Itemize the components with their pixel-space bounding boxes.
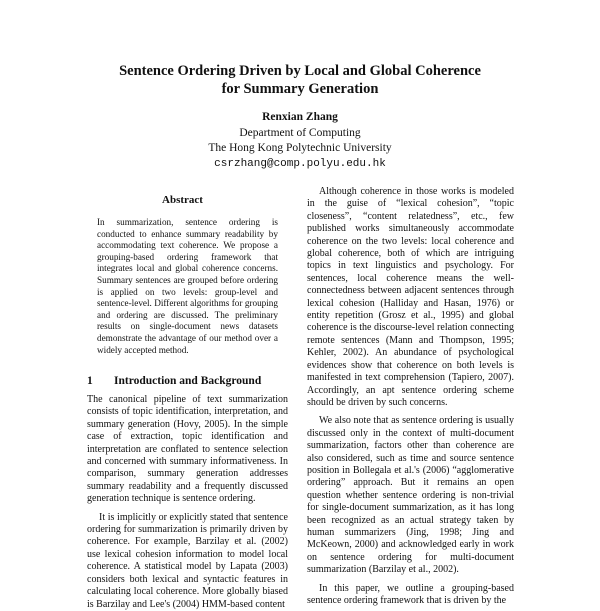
abstract-section: [87, 193, 278, 356]
section-title: Introduction and Background: [114, 375, 262, 387]
author-block: [0, 110, 600, 172]
author-department: Department of Computing: [239, 126, 361, 139]
section-number: 1: [87, 375, 93, 387]
right-paragraph-1: Although coherence in those works is modeled in the guise of “lexical cohesion”, “topic closeness”, “content relatedness”, etc., few published works simultaneously accommodate coherence on the two levels: local coherence and global coherence, both of which are intriguing topics in text linguistics and psychology. For sentences, local coherence means the well-connectedness between adjacent sentences through lexical cohesion (Halliday and Hasan, 1976) or entity repetition (Grosz et al., 1995) and global coherence is the discourse-level relation connecting remote sentences (Mann and Thompson, 1995; Kehler, 2002). An abundance of psychological evidences show that coherence on both levels is manifested in text comprehension (Tapiero, 2007). Accordingly, an apt sentence ordering scheme should be driven by such concerns.: [307, 186, 514, 408]
right-paragraph-2: We also note that as sentence ordering is usually discussed only in the context of multi-document summarization, factors other than coherence are also considered, such as time and source sentence position in Bollegala et al.'s (2006) “agglomerative ordering” approach. But it remains an open question whether sentence ordering is non-trivial for single-document summarization, as it has long been recognized as an actual strategy taken by human summarizers (Jing, 1998; Jing and McKeown, 2000) and acknowledged early in work on sentence ordering for multi-document summarization (Barzilay et al., 2002).: [307, 415, 514, 576]
title-line-2: for Summary Generation: [221, 81, 379, 97]
intro-paragraph-2: It is implicitly or explicitly stated that sentence ordering for summarization is primarily driven by coherence. For example, Barzilay et al. (2002) use lexical cohesion information to model local coherence. A statistical model by Lapata (2003) considers both lexical and syntactic features in calculating local coherence. More globally biased is Barzilay and Lee's (2004) HMM-based content: [87, 511, 288, 610]
right-paragraph-3: In this paper, we outline a grouping-based sentence ordering framework that is driven by the: [307, 582, 514, 606]
left-column-body: [87, 394, 288, 610]
abstract-text: In summarization, sentence ordering is conducted to enhance summary readability by accommodating text coherence. We propose a grouping-based ordering framework that integrates local and global coherence concerns. Summary sentences are grouped before ordering is applied on two levels: group-level and sentence-level. Different algorithms for grouping and ordering are discussed. The preliminary results on single-document news datasets demonstrate the advantage of our method over a widely accepted method.: [97, 217, 278, 355]
author-university: The Hong Kong Polytechnic University: [208, 142, 392, 154]
section-heading: [87, 374, 287, 388]
paper-title: [0, 62, 600, 98]
author-name: Renxian Zhang: [262, 111, 338, 123]
abstract-heading: Abstract: [162, 194, 203, 206]
title-line-1: Sentence Ordering Driven by Local and Global Coherence: [119, 63, 481, 79]
right-column-body: [307, 186, 514, 606]
author-email[interactable]: csrzhang@comp.polyu.edu.hk: [214, 157, 386, 170]
intro-paragraph-1: The canonical pipeline of text summarization consists of topic identification, interpretation, and summary generation (Hovy, 2005). In the simple case of extraction, topic identification and interpretation are conflated to sentence selection and concerned with summary informativeness. In comparison, summary generation addresses summary readability and a frequently discussed generation technique is sentence ordering.: [87, 394, 288, 505]
